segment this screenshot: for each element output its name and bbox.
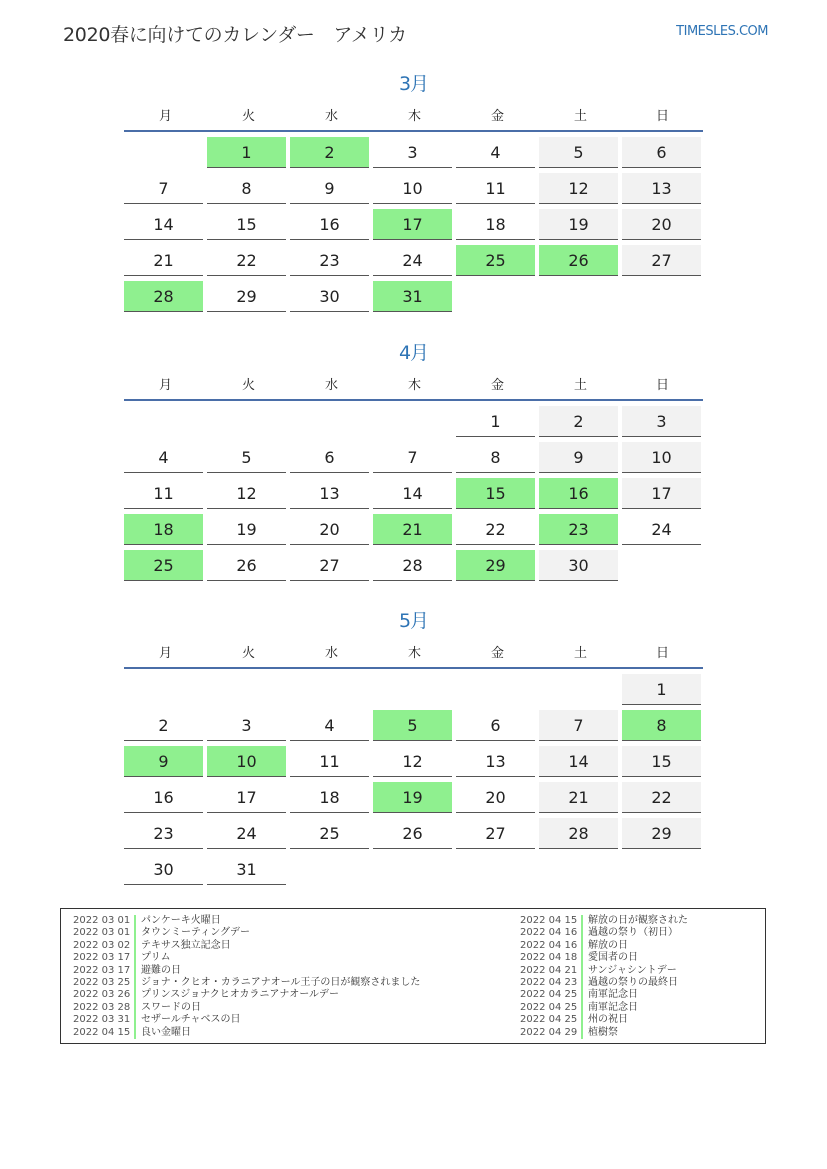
holiday-day-cell: 25	[456, 245, 535, 276]
holiday-marker	[134, 1014, 136, 1026]
week-row	[124, 514, 703, 550]
day-cell: 18	[456, 209, 535, 240]
holiday-entry	[520, 915, 688, 927]
holiday-date: 2022 03 01	[73, 915, 131, 926]
week-row	[124, 746, 703, 782]
holiday-name: プリム	[141, 952, 171, 964]
holiday-entry	[520, 977, 688, 989]
holiday-marker	[134, 977, 136, 989]
holiday-marker	[134, 1027, 136, 1039]
holiday-name: 良い金曜日	[141, 1026, 191, 1038]
holiday-entry	[520, 927, 688, 939]
holiday-date: 2022 03 02	[73, 939, 131, 951]
holiday-entry	[73, 952, 420, 964]
day-cell: 26	[373, 818, 452, 849]
day-cell: 11	[290, 746, 369, 777]
holiday-day-cell: 25	[124, 550, 203, 581]
holiday-entry	[520, 1014, 688, 1026]
week-row	[124, 550, 703, 586]
holiday-list-right	[520, 915, 688, 1039]
holiday-day-cell: 5	[373, 710, 452, 741]
week-row	[124, 782, 703, 818]
day-cell: 28	[539, 818, 618, 849]
holiday-day-cell: 2	[290, 137, 369, 168]
day-grid	[124, 137, 703, 317]
day-cell: 5	[539, 137, 618, 168]
holiday-name: タウンミーティングデー	[141, 927, 250, 939]
holiday-marker	[581, 1014, 583, 1026]
holiday-entry	[73, 965, 420, 977]
holiday-entry	[73, 1027, 420, 1039]
day-cell: 19	[207, 514, 286, 545]
day-cell: 12	[539, 173, 618, 204]
holiday-name: プリンスジョナクヒオカラニアナオールデー	[141, 989, 339, 1001]
holiday-date: 2022 03 01	[73, 927, 131, 939]
day-cell: 24	[373, 245, 452, 276]
day-cell: 21	[124, 245, 203, 276]
day-cell: 27	[456, 818, 535, 849]
day-cell: 6	[456, 710, 535, 741]
holiday-date: 2022 03 31	[73, 1014, 131, 1026]
holiday-name: パンケーキ火曜日	[141, 915, 221, 926]
empty-day-cell	[456, 281, 535, 311]
day-cell: 3	[622, 406, 701, 437]
holiday-name: 避難の日	[141, 964, 181, 976]
holiday-date: 2022 03 17	[73, 964, 131, 976]
holiday-name: 過越の祭りの最終日	[588, 977, 678, 989]
holiday-marker	[581, 965, 583, 977]
empty-day-cell	[622, 281, 701, 311]
day-cell: 13	[456, 746, 535, 777]
day-cell: 8	[456, 442, 535, 473]
week-row	[124, 245, 703, 281]
day-cell: 15	[622, 746, 701, 777]
weekday-header	[124, 98, 703, 132]
holiday-entry	[520, 1002, 688, 1014]
day-cell: 1	[622, 674, 701, 705]
holiday-entry	[520, 965, 688, 977]
holiday-name: スワードの日	[141, 1001, 201, 1013]
weekday-label: 水	[324, 108, 338, 124]
holiday-marker	[134, 989, 136, 1001]
holiday-marker	[134, 940, 136, 952]
holiday-marker	[581, 977, 583, 989]
holiday-marker	[581, 927, 583, 939]
holiday-date: 2022 04 15	[73, 1026, 131, 1038]
weekday-label: 木	[407, 645, 421, 661]
weekday-label: 月	[158, 377, 172, 393]
holiday-date: 2022 04 25	[520, 989, 578, 1001]
day-cell: 11	[456, 173, 535, 204]
day-cell: 10	[622, 442, 701, 473]
holiday-day-cell: 15	[456, 478, 535, 509]
month-title: 5月	[398, 610, 429, 632]
day-cell: 17	[207, 782, 286, 813]
day-cell: 12	[207, 478, 286, 509]
week-row	[124, 209, 703, 245]
month-title: 4月	[398, 342, 429, 364]
holiday-entry	[520, 989, 688, 1001]
holiday-day-cell: 19	[373, 782, 452, 813]
holiday-day-cell: 21	[373, 514, 452, 545]
day-cell: 4	[290, 710, 369, 741]
week-row	[124, 137, 703, 173]
month-block	[124, 607, 703, 890]
holiday-name: 南軍記念日	[588, 1001, 638, 1013]
holiday-entry	[73, 989, 420, 1001]
day-cell: 28	[373, 550, 452, 581]
holiday-date: 2022 04 25	[520, 1014, 578, 1026]
weekday-label: 金	[490, 645, 504, 661]
day-cell: 22	[207, 245, 286, 276]
empty-day-cell	[539, 281, 618, 311]
month-block	[124, 70, 703, 317]
holiday-day-cell: 29	[456, 550, 535, 581]
holiday-entry	[73, 1014, 420, 1026]
holiday-name: 過越の祭り（初日）	[588, 927, 678, 939]
holiday-date: 2022 04 29	[520, 1026, 578, 1038]
holiday-marker	[581, 940, 583, 952]
day-cell: 19	[539, 209, 618, 240]
day-cell: 14	[539, 746, 618, 777]
day-cell: 9	[539, 442, 618, 473]
empty-day-cell	[622, 854, 701, 884]
day-cell: 7	[124, 173, 203, 204]
holiday-name: 南軍記念日	[588, 989, 638, 1001]
day-cell: 18	[290, 782, 369, 813]
day-cell: 15	[207, 209, 286, 240]
week-row	[124, 406, 703, 442]
week-row	[124, 478, 703, 514]
holiday-entry	[520, 952, 688, 964]
weekday-label: 金	[490, 377, 504, 393]
week-row	[124, 281, 703, 317]
holiday-date: 2022 04 21	[520, 964, 578, 976]
day-cell: 30	[539, 550, 618, 581]
day-cell: 16	[290, 209, 369, 240]
day-cell: 10	[373, 173, 452, 204]
holiday-entry	[73, 977, 420, 989]
weekday-label: 日	[655, 108, 669, 124]
empty-day-cell	[290, 674, 369, 704]
weekday-label: 土	[573, 377, 587, 393]
holiday-day-cell: 16	[539, 478, 618, 509]
holiday-marker	[581, 1002, 583, 1014]
day-cell: 13	[622, 173, 701, 204]
day-cell: 20	[456, 782, 535, 813]
weekday-label: 火	[241, 645, 255, 661]
day-cell: 14	[373, 478, 452, 509]
day-cell: 2	[539, 406, 618, 437]
holiday-name: サンジャシントデー	[588, 964, 677, 976]
day-cell: 17	[622, 478, 701, 509]
holiday-day-cell: 17	[373, 209, 452, 240]
holiday-legend	[60, 908, 766, 1044]
weekday-label: 日	[655, 377, 669, 393]
holiday-marker	[581, 1027, 583, 1039]
holiday-marker	[581, 915, 583, 927]
week-row	[124, 442, 703, 478]
day-cell: 3	[373, 137, 452, 168]
day-cell: 1	[456, 406, 535, 437]
day-cell: 30	[124, 854, 203, 885]
day-cell: 14	[124, 209, 203, 240]
empty-day-cell	[207, 674, 286, 704]
holiday-name: セザールチャベスの日	[141, 1014, 241, 1026]
holiday-entry	[73, 1002, 420, 1014]
day-cell: 11	[124, 478, 203, 509]
empty-day-cell	[622, 550, 701, 580]
holiday-entry	[73, 927, 420, 939]
empty-day-cell	[124, 674, 203, 704]
holiday-marker	[134, 1002, 136, 1014]
holiday-day-cell: 18	[124, 514, 203, 545]
holiday-date: 2022 04 15	[520, 915, 578, 926]
week-row	[124, 173, 703, 209]
empty-day-cell	[373, 854, 452, 884]
day-cell: 5	[207, 442, 286, 473]
empty-day-cell	[207, 406, 286, 436]
day-cell: 30	[290, 281, 369, 312]
holiday-name: 植樹祭	[588, 1026, 618, 1038]
day-cell: 16	[124, 782, 203, 813]
weekday-label: 火	[241, 377, 255, 393]
day-cell: 20	[622, 209, 701, 240]
holiday-date: 2022 04 16	[520, 927, 578, 939]
day-cell: 9	[290, 173, 369, 204]
empty-day-cell	[290, 406, 369, 436]
day-cell: 29	[622, 818, 701, 849]
weekday-label: 木	[407, 377, 421, 393]
page-title: 2020春に向けてのカレンダー アメリカ	[63, 24, 407, 46]
holiday-date: 2022 04 18	[520, 952, 578, 964]
holiday-date: 2022 03 28	[73, 1001, 131, 1013]
holiday-day-cell: 31	[373, 281, 452, 312]
empty-day-cell	[373, 674, 452, 704]
day-cell: 13	[290, 478, 369, 509]
day-cell: 7	[373, 442, 452, 473]
weekday-header	[124, 367, 703, 401]
weekday-label: 金	[490, 108, 504, 124]
day-cell: 27	[290, 550, 369, 581]
holiday-date: 2022 03 26	[73, 989, 131, 1001]
holiday-entry	[520, 940, 688, 952]
weekday-label: 水	[324, 377, 338, 393]
holiday-marker	[581, 952, 583, 964]
day-cell: 12	[373, 746, 452, 777]
empty-day-cell	[456, 674, 535, 704]
holiday-name: 解放の日	[588, 939, 628, 951]
weekday-label: 月	[158, 108, 172, 124]
empty-day-cell	[539, 854, 618, 884]
holiday-marker	[134, 965, 136, 977]
holiday-entry	[520, 1027, 688, 1039]
weekday-label: 水	[324, 645, 338, 661]
holiday-date: 2022 04 25	[520, 1001, 578, 1013]
day-grid	[124, 406, 703, 586]
empty-day-cell	[456, 854, 535, 884]
day-cell: 7	[539, 710, 618, 741]
day-cell: 6	[290, 442, 369, 473]
site-name[interactable]: TIMESLES.COM	[676, 24, 768, 39]
empty-day-cell	[124, 137, 203, 167]
day-cell: 25	[290, 818, 369, 849]
weekday-label: 火	[241, 108, 255, 124]
holiday-name: 愛国者の日	[588, 952, 638, 964]
weekday-label: 土	[573, 645, 587, 661]
weekday-label: 木	[407, 108, 421, 124]
empty-day-cell	[373, 406, 452, 436]
holiday-marker	[134, 915, 136, 927]
holiday-name: 解放の日が観察された	[588, 915, 688, 926]
holiday-name: 州の祝日	[588, 1014, 628, 1026]
day-cell: 21	[539, 782, 618, 813]
holiday-date: 2022 03 17	[73, 952, 131, 964]
week-row	[124, 674, 703, 710]
day-cell: 6	[622, 137, 701, 168]
holiday-entry	[73, 940, 420, 952]
holiday-name: テキサス独立記念日	[141, 939, 231, 951]
empty-day-cell	[290, 854, 369, 884]
day-cell: 23	[290, 245, 369, 276]
holiday-day-cell: 23	[539, 514, 618, 545]
day-cell: 24	[622, 514, 701, 545]
week-row	[124, 710, 703, 746]
day-cell: 22	[622, 782, 701, 813]
holiday-date: 2022 03 25	[73, 977, 131, 989]
holiday-day-cell: 8	[622, 710, 701, 741]
holiday-entry	[73, 915, 420, 927]
day-cell: 4	[124, 442, 203, 473]
day-cell: 27	[622, 245, 701, 276]
holiday-day-cell: 28	[124, 281, 203, 312]
holiday-day-cell: 9	[124, 746, 203, 777]
empty-day-cell	[124, 406, 203, 436]
holiday-day-cell: 26	[539, 245, 618, 276]
day-cell: 24	[207, 818, 286, 849]
holiday-day-cell: 10	[207, 746, 286, 777]
week-row	[124, 854, 703, 890]
day-cell: 26	[207, 550, 286, 581]
weekday-label: 月	[158, 645, 172, 661]
day-cell: 8	[207, 173, 286, 204]
holiday-marker	[134, 927, 136, 939]
weekday-label: 土	[573, 108, 587, 124]
week-row	[124, 818, 703, 854]
day-cell: 22	[456, 514, 535, 545]
day-cell: 31	[207, 854, 286, 885]
month-title: 3月	[398, 73, 429, 95]
day-cell: 20	[290, 514, 369, 545]
holiday-date: 2022 04 23	[520, 977, 578, 989]
day-cell: 23	[124, 818, 203, 849]
holiday-marker	[581, 989, 583, 1001]
day-cell: 29	[207, 281, 286, 312]
weekday-label: 日	[655, 645, 669, 661]
holiday-list-left	[73, 915, 420, 1039]
day-cell: 2	[124, 710, 203, 741]
day-grid	[124, 674, 703, 890]
holiday-day-cell: 1	[207, 137, 286, 168]
empty-day-cell	[539, 674, 618, 704]
holiday-name: ジョナ・クヒオ・カラニアナオール王子の日が観察されました	[141, 977, 421, 989]
weekday-header	[124, 635, 703, 669]
month-block	[124, 339, 703, 586]
day-cell: 3	[207, 710, 286, 741]
day-cell: 4	[456, 137, 535, 168]
holiday-date: 2022 04 16	[520, 939, 578, 951]
holiday-marker	[134, 952, 136, 964]
